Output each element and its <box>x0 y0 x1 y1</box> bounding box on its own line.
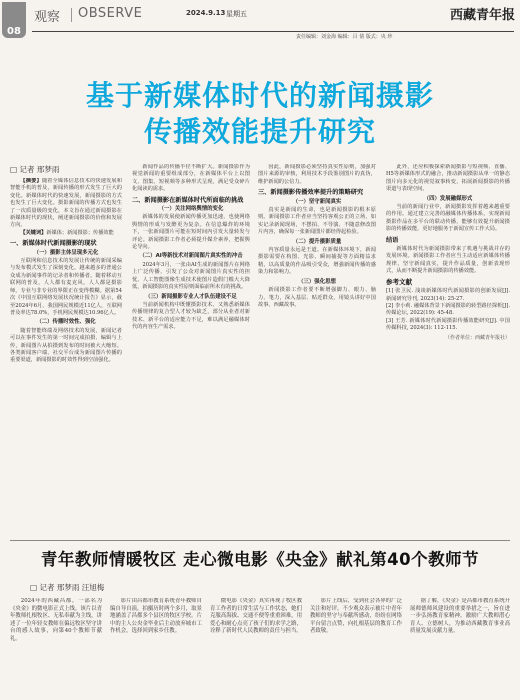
subsection-heading: （二）AI等新技术对新闻图片真实性的冲击 <box>139 253 243 260</box>
headline-line-2: 传播效能提升研究 <box>143 115 376 148</box>
article-divider <box>10 540 510 541</box>
author-affiliation: （作者单位：西藏青年报社） <box>444 334 510 341</box>
section-heading: 一、新媒体时代新闻摄影的现状 <box>10 240 97 248</box>
header-rule <box>32 31 514 32</box>
paragraph: 随着智能终端及网络技术的发展，新闻记者可以在事件发生的第一时间完成拍摄、编辑与上传，新闻图片从拍摄到发布的时间被大大缩短。各类新闻客户端、社交平台成为新闻图片传播的重要渠道，新闻摄影的时效性得到空前强化。 <box>10 327 122 364</box>
reference-item: [2] 李小莉. 融媒体背景下新闻摄影的转型路径探析[J]. 传媒论坛, 2022(19): 45-48. <box>386 302 510 317</box>
references <box>386 279 510 333</box>
article-headline <box>0 78 520 150</box>
paragraph: 因此，新闻摄影必须坚持真实性原则，加强对图片来源的审核，利用技术手段鉴别图片的真伪，维护新闻的公信力。 <box>258 164 376 185</box>
section-heading: 结语 <box>386 236 399 244</box>
issue-date: 2024.9.13 <box>186 9 226 17</box>
reference-item: [1] 张卫民. 浅谈新媒体时代新闻摄影的创新发展[J]. 新闻研究导刊, 2023(14): 25-27. <box>386 288 510 302</box>
paragraph: 真实是新闻的生命，也是新闻摄影的根本原则。新闻摄影工作者应当坚持客观公正的立场，如实记录新闻现场，不摆拍、不导演、不随意修改图片内容，确保每一张新闻图片都经得起检验。 <box>258 207 376 236</box>
second-article-column-5: 据了解，《央金》是昌都市教育系统开展师德师风建设的重要举措之一，旨在进一步弘扬教育家精神，激励广大教师潜心育人、立德树人，为推动西藏教育事业高质量发展贡献力量。 <box>410 598 510 635</box>
section-name-en: OBSERVE <box>78 6 143 21</box>
article-column-3 <box>258 164 376 533</box>
second-article-column-3: 微电影《央金》真实再现了牧区教育工作者的日常生活与工作状态，她们克服高海拔、交通不便等重重困难，用爱心和耐心点亮了孩子们的求学之路，诠释了新时代人民教师的责任与担当。 <box>210 598 302 635</box>
paragraph: 当前新闻机构中既懂摄影技术、又熟悉新媒体传播规律的复合型人才较为缺乏，部分从业者对新技术、新平台的适应能力不足，难以满足融媒体时代的内容生产需求。 <box>132 301 250 331</box>
newspaper-name: 西藏青年报 <box>450 8 516 23</box>
paragraph: 内容质量永远是王道。在新媒体环境下，新闻摄影需要在构图、光影、瞬间捕捉等方面精益求精，以高质量的作品吸引受众，增强新闻传播的感染力和影响力。 <box>258 247 376 276</box>
article-column-1 <box>10 178 122 533</box>
paragraph: 新媒体时代为新闻摄影带来了机遇与挑战并存的发展环境。新闻摄影工作者应当主动适应新媒体传播规律，坚守新闻真实，提升作品质量，创新表现形式，从而不断提升新闻摄影的传播效能。 <box>386 246 510 275</box>
subsection-heading: （一）坚守新闻真实 <box>292 198 342 205</box>
subsection-heading: （一）摄影主体呈现多元化 <box>33 249 99 256</box>
subsection-heading: （二）提升摄影质量 <box>292 238 342 245</box>
second-article-column-2: 影片由昌都市教育系统青年教师自编自导自演，拍摄历时两个多月，取景地涵盖了昌都多个县区的牧区学校。片中的主人公央金毕业后主动放弃城市工作机会，选择回到家乡任教。 <box>110 598 202 635</box>
subsection-heading: （三）强化思想 <box>298 278 336 285</box>
section-heading: 二、新闻摄影在新媒体时代所面临的挑战 <box>132 196 244 204</box>
subsection-heading: （二）传播时效性、强化 <box>36 319 96 326</box>
section-name: 观察 <box>34 10 61 25</box>
article-column-4 <box>386 164 510 533</box>
paragraph: 当前的新闻行业中，新闻摄影发挥着越来越重要的作用。通过建立完善的融媒体传播体系，实现新闻摄影作品在多平台的联动传播，能够有效提升新闻摄影的传播效能，更好地服务于新闻宣传工作大局。 <box>386 204 510 233</box>
second-article-column-4: 影片上线后，受到社会各界的广泛关注和好评。不少观众表示被片中青年教师的坚守与奉献所感动，纷纷在网络平台留言点赞，向扎根基层的教育工作者致敬。 <box>310 598 402 635</box>
section-heading: 三、新闻摄影传播效率提升的策略研究 <box>258 189 364 197</box>
second-article-headline: 青年教师情暖牧区 走心微电影《央金》献礼第40个教师节 <box>40 550 480 569</box>
paragraph: 新媒体的发展使新闻传播更加迅速，也使网络舆情的形成与发酵更为复杂。在信息爆炸的环境下，一张新闻图片可能在短时间内引发大量转发与评论。新闻摄影工作者必须提升媒介素养，把握舆论导向。 <box>132 214 250 251</box>
headline-line-1: 基于新媒体时代的新闻摄影 <box>85 79 434 112</box>
subsection-heading: （三）新闻摄影专业人才队伍建设不足 <box>145 293 237 300</box>
page-number: 08 <box>7 26 21 37</box>
issue-weekday: 星期五 <box>226 10 247 18</box>
subsection-heading: （一）关注网络舆情的变化 <box>158 206 224 213</box>
second-article-byline: □ 记者 邢梦雨 汪旭梅 <box>30 583 105 592</box>
subsection-heading: （四）发展融媒形式 <box>423 195 473 202</box>
article-column-2 <box>132 164 250 533</box>
paragraph: 互联网和信息技术的发展让传统的新闻采编与发布模式发生了深刻变化，越来越多的普通公众成为新闻事件的记录者和传播者。随着移动互联网的普及，人人都有麦克风，人人都是摄影师，专业与非专业的界限正在变得模糊。据第54次《中国互联网络发展状况统计报告》显示，截至2024年6月，我国网民规模近11亿人，互联网普及率达78.0%，手机网民规模达10.96亿人。 <box>10 258 122 316</box>
paragraph: 2024年3月，一张由AI生成的新闻图片在网络上广泛传播，引发了公众对新闻图片真实性的担忧。人工智能图像生成技术使图片造假门槛大大降低，新闻摄影的真实性原则面临前所未有的挑战。 <box>132 261 250 291</box>
paragraph: 此外，还应积极探索新闻摄影与短视频、直播、H5等新媒体形式的融合，推动新闻摄影从单一的静态图片向多元化的视觉叙事转变，拓展新闻摄影的传播渠道与表现空间。 <box>386 164 510 193</box>
second-article-column-1: 2024年的西藏昌都，一部名为《央金》的微电影正式上线。该片以青年教师扎根牧区、无私奉献为主线，讲述了一位年轻女教师在偏远牧区坚守讲台的感人故事，向第40个教师节献礼。 <box>10 598 102 642</box>
references-heading: 参考文献 <box>386 277 412 286</box>
keywords: 【关键词】新媒体；新闻摄影；传播效能 <box>20 229 114 236</box>
article-byline: □ 记者 邢梦雨 <box>10 165 60 174</box>
section-separator <box>71 8 72 22</box>
abstract: 【摘要】随着全媒体信息技术的快速发展和智能手机的普及，新闻传播的形式发生了巨大的变化。新媒体时代的快速发展，新闻摄影的方式也发生了巨大变化。摄影新闻的传播方式也发生了一次质量级的变化，本文旨在通过新闻摄影在新媒体时代的现状，阐述新闻摄影的价值和发展方向。 <box>10 178 122 229</box>
paragraph: 新闻作品的传播半径不断扩大。新闻摄影作为视觉新闻的重要组成部分，在新媒体平台上以图文、图集、短视频等多种形式呈现，满足受众碎片化阅读的需求。 <box>132 164 250 193</box>
editor-credits: 责任编辑：刘金海 编辑：吕 倩 版式：央 珍 <box>296 34 393 40</box>
page-header <box>0 0 520 40</box>
paragraph: 新闻摄影工作者要不断增强脚力、眼力、脑力、笔力，深入基层、贴近群众，用镜头讲好中国故事、西藏故事。 <box>258 287 376 308</box>
reference-item: [3] 王芳. 新媒体时代新闻摄影传播效能研究[J]. 中国传媒科技, 2024(3): 112-115. <box>386 317 510 332</box>
